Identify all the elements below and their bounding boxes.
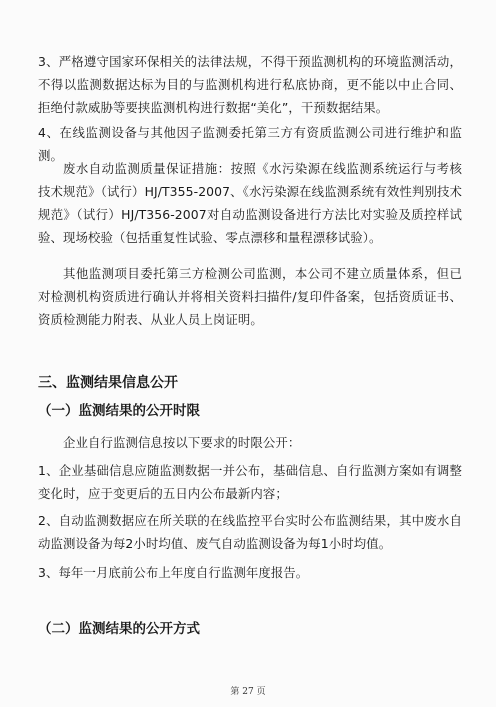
paragraph-item-4: 4、在线监测设备与其他因子监测委托第三方有资质监测公司进行维护和监测。 <box>38 125 462 163</box>
paragraph-third-party-monitoring: 其他监测项目委托第三方检测公司监测，本公司不建立质量体系，但已对检测机构资质进行确认并将相关资料扫描件/复印件备案，包括资质证书、资质检测能力附表、从业人员上岗证明。 <box>38 266 462 327</box>
list-item-3: 3、每年一月底前公布上年度自行监测年度报告。 <box>38 565 309 580</box>
list-item-1: 1、企业基础信息应随监测数据一并公布，基础信息、自行监测方案如有调整变化时，应于变更后的五日内公布最新内容； <box>38 463 462 501</box>
section-heading-3: 三、监测结果信息公开 <box>38 375 178 391</box>
page-number: 第 27 页 <box>230 687 266 697</box>
paragraph-wastewater-qa: 废水自动监测质量保证措施：按照《水污染源在线监测系统运行与考核技术规范》（试行）HJ/T355-2007、《水污染源在线监测系统有效性判别技术规范》（试行）HJ/T356-2007对自动监测设备进行方法比对实验及质控样试验、现场校验（包括重复性试验、零点漂移和量程漂移试验）。 <box>38 161 462 245</box>
paragraph-disclosure-intro: 企业自行监测信息按以下要求的时限公开： <box>63 435 301 450</box>
list-item-2: 2、自动监测数据应在所关联的在线监控平台实时公布监测结果，其中废水自动监测设备为每2小时均值、废气自动监测设备为每1小时均值。 <box>38 513 462 551</box>
subsection-heading-disclosure-method: （二）监测结果的公开方式 <box>38 621 200 637</box>
paragraph-item-3: 3、严格遵守国家环保相关的法律法规，不得干预监测机构的环境监测活动，不得以监测数据达标为目的与监测机构进行私底协商，更不能以中止合同、拒绝付款威胁等要挟监测机构进行数据“美化”，干预数据结果。 <box>38 54 462 115</box>
subsection-heading-disclosure-time: （一）监测结果的公开时限 <box>38 403 200 419</box>
